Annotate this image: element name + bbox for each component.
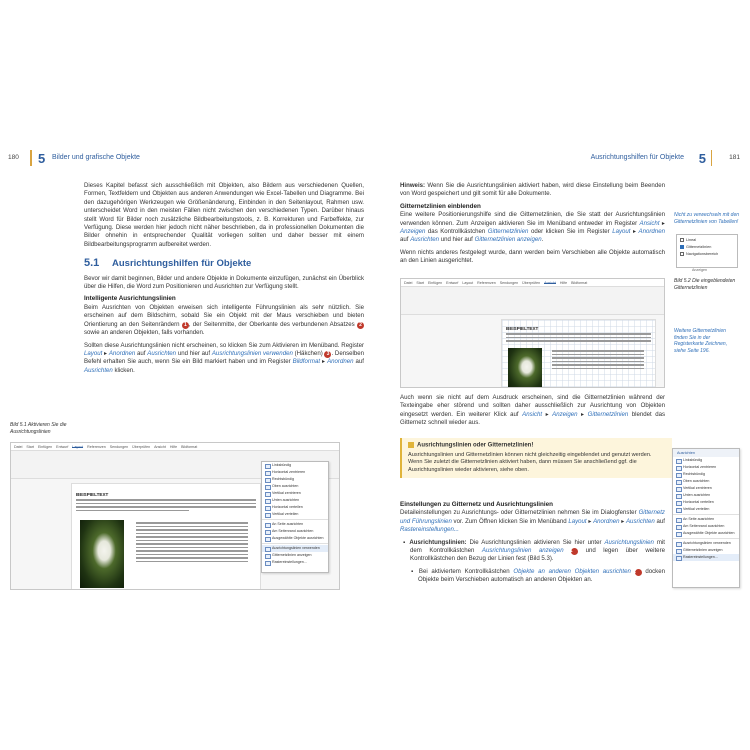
ribbon-tab[interactable]: Entwurf [446,281,459,285]
menu-item[interactable]: An Seite ausrichten [673,516,739,523]
note-title-row [408,442,666,450]
settings-subheading: Einstellungen zu Gitternetz und Ausrichtungslinien [400,501,553,508]
text: und hier auf [177,349,211,357]
ribbon-tab[interactable]: Entwurf [56,445,69,449]
menu-path-link: Gitternetzlinien [487,228,529,236]
bullet-item-1: ▪ Ausrichtungslinien: Die Ausrichtungslinien aktivieren Sie hier unter Ausrichtungslinien mit dem Kontrollkästchen Ausrichtungslinien anzeigen 1 und legen über weitere Kontrollkästchen den Bezug der Linien fest (Bild 5.3). [403,538,665,563]
doc-heading: BEISPIELTEXT [506,326,539,331]
ribbon [401,287,664,315]
checklist-group-label: Anzeigen [692,268,707,272]
ribbon-tab[interactable]: Ansicht [154,445,166,449]
ribbon-tab[interactable]: Referenzen [87,445,106,449]
warning-note-box [400,438,672,478]
menu-item[interactable]: Am Seitenrand ausrichten [673,523,739,530]
right-body-top [400,182,665,270]
ribbon-tab[interactable]: Sendungen [109,445,129,449]
hint-paragraph [400,182,665,199]
text: Die Ausrichtungslinien aktivieren Sie hier unter [469,538,602,546]
ribbon-tab[interactable]: Einfügen [427,281,443,285]
text: ▸ [545,410,549,418]
callout-badge-1: 1 [571,548,578,555]
margin-note-tables: Nicht zu verwechseln mit den Gitternetzlinien von Tabellen! [674,212,740,225]
menu-item[interactable]: Linksbündig [262,462,328,469]
menu-path-link: Layout [612,228,631,236]
settings-paragraph [400,509,665,534]
text: ▸ [104,349,108,357]
menu-path-link: Anzeigen [552,410,578,418]
menu-path-link: Bildformat [292,358,321,366]
left-running-header [8,150,368,166]
checkbox-box[interactable] [680,238,684,242]
menu-item[interactable]: Gitternetzlinien anzeigen [262,552,328,559]
menu-path-link: Ausrichtungslinien [604,538,654,546]
menu-separator [262,543,328,544]
gridlines-hide-paragraph [400,394,665,428]
left-body [84,182,364,379]
menu-path-link: Ansicht [522,410,543,418]
ribbon-tabs [11,443,339,451]
menu-path-link: Rastereinstellungen... [400,526,459,534]
text: Detaileinstellungen zu Ausrichtungs- oder Gitternetzlinien nehmen Sie im Dialogfenster [400,509,637,517]
hint-label: Hinweis: [400,182,426,189]
menu-path-link: Anordnen [638,228,665,236]
ribbon-tab[interactable]: Layout [72,445,84,449]
menu-item[interactable]: An Seite ausrichten [262,521,328,528]
calla-lily-image[interactable] [508,348,542,388]
section-intro: Bevor wir damit beginnen, Bilder und andere Objekte in Dokumente einzufügen, zunächst ein Überblick über die Hilfen, die Word zum Positionieren und Ausrichten zur Verfügung stellt. [84,274,364,291]
menu-item[interactable]: Rastereinstellungen... [673,554,739,561]
text: Sollten diese Ausrichtungslinien nicht erscheinen, so klicken Sie zum Aktivieren im Menüband. Register [84,341,364,349]
callout-badge-2: 2 [357,322,364,329]
ribbon-tab[interactable]: Überprüfen [132,445,151,449]
text: ▸ [661,219,665,227]
menu-separator [673,538,739,539]
left-chapter-number: 5 [38,151,46,166]
text: und legen über weitere Kontrollkästchen den Bezug der Linien fest (Bild 5.3). [410,547,665,563]
figure-5-1-caption: Bild 5.1 Aktivieren Sie die Ausrichtungslinien [10,422,67,435]
checkbox-label: Gitternetzlinien [686,245,712,249]
menu-path-link: Gitternetzlinien [587,410,629,418]
align-dropdown-menu[interactable] [261,461,329,573]
gridlines-subheading: Gitternetzlinien einblenden [400,202,481,210]
menu-item[interactable]: Ausgewählte Objekte ausrichten [262,535,328,542]
text: ▸ [322,358,326,366]
right-page-number: 181 [729,154,740,161]
left-running-title: Bilder und grafische Objekte [52,154,140,161]
menu-path-link: Anordnen [593,517,620,525]
ribbon-tab[interactable]: Bildformat [571,281,588,285]
align-menu-title: Ausrichten [673,449,739,457]
right-running-header [380,150,742,166]
right-body-mid [400,394,665,432]
menu-path-link: Layout [84,349,103,357]
show-group-checklist [676,234,738,268]
ribbon-tab[interactable]: Hilfe [559,281,568,285]
text: ▸ [621,517,625,525]
menu-item[interactable]: Ausgewählte Objekte ausrichten [673,530,739,537]
bullet-item-2: ▪ Bei aktiviertem Kontrollkästchen Objekte an anderen Objekten ausrichten 2 docken Objekte beim Verschieben automatisch an anderen Objekten an. [411,567,665,584]
checkbox-box[interactable] [680,252,684,256]
menu-path-link: Ausrichten [410,236,439,244]
checkbox-navigation[interactable] [680,251,734,258]
header-divider [30,150,32,166]
doc-heading: BEISPIELTEXT [76,492,109,497]
text: sowie an anderen Objekten, falls vorhanden. [84,329,205,337]
ribbon-tabs [401,279,664,287]
menu-item[interactable]: Rechtsbündig [262,476,328,483]
menu-separator [262,519,328,520]
menu-item[interactable]: Am Seitenrand ausrichten [262,528,328,535]
checkbox-gridlines[interactable] [680,244,734,251]
menu-path-link: Anzeigen [400,228,426,236]
paragraph-smart-guides [84,304,364,338]
menu-item[interactable]: Horizontal zentrieren [262,469,328,476]
menu-path-link: Ausrichtungslinien anzeigen [481,547,564,555]
section-heading [84,259,364,268]
menu-path-link: Ausrichten [147,349,177,357]
checkbox-label: Navigationsbereich [686,252,719,256]
menu-item[interactable]: Oben ausrichten [262,483,328,490]
menu-item[interactable]: Linksbündig [673,457,739,464]
ribbon-tab[interactable]: Einfügen [37,445,53,449]
right-chapter-number: 5 [698,151,706,166]
document-area [71,483,261,590]
align-menu-items [673,457,739,561]
menu-path-link: Ausrichten [84,366,113,374]
menu-separator [673,514,739,515]
menu-item[interactable]: Ausrichtungslinien verwenden [673,540,739,547]
text: mit dem Kontrollkästchen [410,538,665,555]
note-text: Ausrichtungslinien und Gitternetzlinien können nicht gleichzeitig eingeblendet und genutzt werden. Wenn Sie zuletzt die Gitternetzlinien aktiviert haben, dann müssen Sie anschließend ggf. die Ausrichtungslinien wieder aktivieren, siehe oben. [408,451,652,473]
right-running-title: Ausrichtungshilfen für Objekte [590,154,684,161]
ribbon-tab[interactable]: Layout [462,281,474,285]
ribbon-tab[interactable]: Datei [404,281,413,285]
menu-path-link: Layout [568,517,587,525]
menu-item[interactable]: Unten ausrichten [262,497,328,504]
menu-item[interactable]: Unten ausrichten [673,492,739,499]
note-icon [408,442,414,448]
text: . Denselben Befehl erhalten Sie auch, wenn Sie ein Bild markiert haben und im Register [84,349,365,366]
ribbon-tab[interactable]: Hilfe [169,445,178,449]
text: (Häkchen) [294,349,323,357]
menu-path-link: Anordnen [327,358,354,366]
checkbox-lineal[interactable] [680,237,734,244]
ribbon-tab[interactable]: Referenzen [477,281,496,285]
text: , der Seitenmitte, der Oberkante des verbundenen Absatzes [188,320,355,328]
section-number: 5.1 [84,257,100,270]
text: auf [137,349,146,357]
calla-lily-image[interactable] [80,520,124,588]
checkbox-box-checked[interactable] [680,245,684,249]
checkbox-label: Lineal [686,238,697,242]
ribbon-tab[interactable]: Start [26,445,34,449]
right-body-bottom [400,498,665,589]
text: auf [355,358,364,366]
text: klicken. [114,366,135,374]
callout-badge-1: 1 [182,322,189,329]
align-menu-screenshot[interactable] [672,448,740,588]
text: auf [400,236,409,244]
text: das Kontrollkästchen [427,228,486,236]
ribbon-tab[interactable]: Start [416,281,424,285]
menu-item[interactable]: Oben ausrichten [673,478,739,485]
text: ▸ [632,228,637,236]
note-title: Ausrichtungslinien oder Gitternetzlinien! [417,442,534,449]
right-page [380,150,742,590]
ribbon-tab[interactable]: Sendungen [499,281,519,285]
callout-badge-2: 2 [635,569,642,576]
menu-item[interactable]: Rastereinstellungen... [262,559,328,566]
callout-badge-3: 3 [324,351,331,358]
menu-item[interactable]: Vertikal verteilen [673,506,739,513]
subsection-title: Intelligente Ausrichtungslinien [84,295,176,303]
left-page-number: 180 [8,154,19,161]
text: Beim Ausrichten von Objekten erweisen sich intelligente Führungslinien als sehr nützlich. Sie erscheinen auf dem Bildschirm, sobald Sie ein Objekt mit der Maus verschieben und bieten Orientierung an den Seitenrändern [84,303,364,328]
menu-path-link: Gitternetzlinien anzeigen [474,236,542,244]
text: auf [656,517,665,525]
text: Bei aktiviertem Kontrollkästchen [418,567,510,575]
margin-note-draw-tab: Weitere Gitternetzlinien finden Sie in der Registerkarte Zeichnen, siehe Seite 196. [674,328,728,354]
gridlines-paragraph: Eine weitere Positionierungshilfe sind die Gitternetzlinien, die Sie statt der Ausrichtungslinien verwenden können. Zum Anzeigen aktivieren Sie im Menüband entweder im Register Ansicht ▸ Anzeigen das Kontrollkästchen Gitternetzlinien oder klicken Sie im Register Layout ▸ Anordnen auf Ausrichten und hier auf Gitternetzlinien anzeigen. [400,211,665,244]
text: ▸ [581,410,585,418]
figure-5-1-screenshot [10,442,340,590]
text: und hier auf [440,236,473,244]
menu-item[interactable]: Horizontal zentrieren [673,464,739,471]
figure-5-2-screenshot [400,278,665,388]
text: Eine weitere Positionierungshilfe sind die Gitternetzlinien, die Sie statt der Ausrichtungslinien verwenden können. Zum Anzeigen aktivieren Sie im Menüband entweder im Register [400,211,665,227]
left-page [8,150,368,590]
ribbon-tab[interactable]: Bildformat [181,445,198,449]
menu-item[interactable]: Gitternetzlinien anzeigen [673,547,739,554]
text: oder klicken Sie im Register [530,228,610,236]
text: ▸ [588,517,592,525]
menu-path-link: Ansicht [639,219,660,227]
menu-item[interactable]: Horizontal verteilen [673,499,739,506]
text: blendet das Gitternetz schnell wieder aus. [400,410,666,427]
header-divider [711,150,713,166]
menu-item[interactable]: Vertikal zentrieren [673,485,739,492]
menu-path-link: Gitternetz und Führungslinien [400,509,665,525]
text: docken Objekte beim Verschieben automatisch an anderen Objekten an. [418,567,665,584]
section-title: Ausrichtungshilfen für Objekte [112,258,252,270]
menu-path-link: Ausrichtungslinien verwenden [211,349,293,357]
gridlines-auto-paragraph: Wenn nichts anderes festgelegt wurde, dann werden beim Verschieben alle Objekte automatisch an den Linien ausgerichtet. [400,248,665,265]
text: Auch wenn sie nicht auf dem Ausdruck erscheinen, sind die Gitternetzlinien während der Texteingabe eher störend und sollten daher ausschließlich zur Ausrichtung von Objekten eingesetzt werden. Ein weiterer Klick auf [400,394,665,418]
menu-item[interactable]: Vertikal zentrieren [262,490,328,497]
figure-5-2-caption: Bild 5.2 Die eingeblendeten Gitternetzlinien [674,278,736,291]
menu-path-link: Objekte an anderen Objekten ausrichten [513,567,631,575]
text: Wenn Sie die Ausrichtungslinien aktiviert haben, wird diese Einstellung beim Beenden von Word gespeichert und gilt somit für alle Dokumente. [400,182,665,198]
paragraph-activate [84,342,364,376]
ribbon-tab[interactable]: Ansicht [544,281,556,285]
ribbon-tab[interactable]: Datei [14,445,23,449]
menu-path-link: Anordnen [108,349,136,357]
ribbon-tab[interactable]: Überprüfen [522,281,541,285]
text: vor. Zum Öffnen klicken Sie im Menüband [453,517,567,525]
menu-path-link: Ausrichten [625,517,655,525]
menu-item[interactable]: Rechtsbündig [673,471,739,478]
gridded-document-area [501,319,656,388]
intro-paragraph: Dieses Kapitel befasst sich ausschließlich mit Objekten, also Bildern aus verschiedenen Quellen, Formen, Textfeldern und Objekten aus anderen Anwendungen wie Excel-Tabellen und Diagramme. Bei den dazugehörigen Werkzeugen wie Größenänderung, Einbinden in den Seitenlayout, Rahmen usw. unterscheidet Word in den meisten Fällen nicht zwischen den verschiedenen Typen. Darüber hinaus stellt Word für Bilder noch zusätzliche Bildbearbeitungstools, z. B. Korrekturen und Farbeffekte, zur Verfügung. Diese werden hier jedoch nicht näher beschrieben, da in professionellen Dokumenten die Bilder ohnehin in entsprechender Qualität vorliegen sollten und daher besser mit einem Bildbearbeitungsprogramm aufbereitet werden. [84,182,364,248]
menu-item[interactable]: Horizontal verteilen [262,504,328,511]
bullet-label: Ausrichtungslinien: [409,538,467,546]
menu-item[interactable]: Ausrichtungslinien verwenden [262,545,328,552]
menu-item[interactable]: Vertikal verteilen [262,511,328,518]
